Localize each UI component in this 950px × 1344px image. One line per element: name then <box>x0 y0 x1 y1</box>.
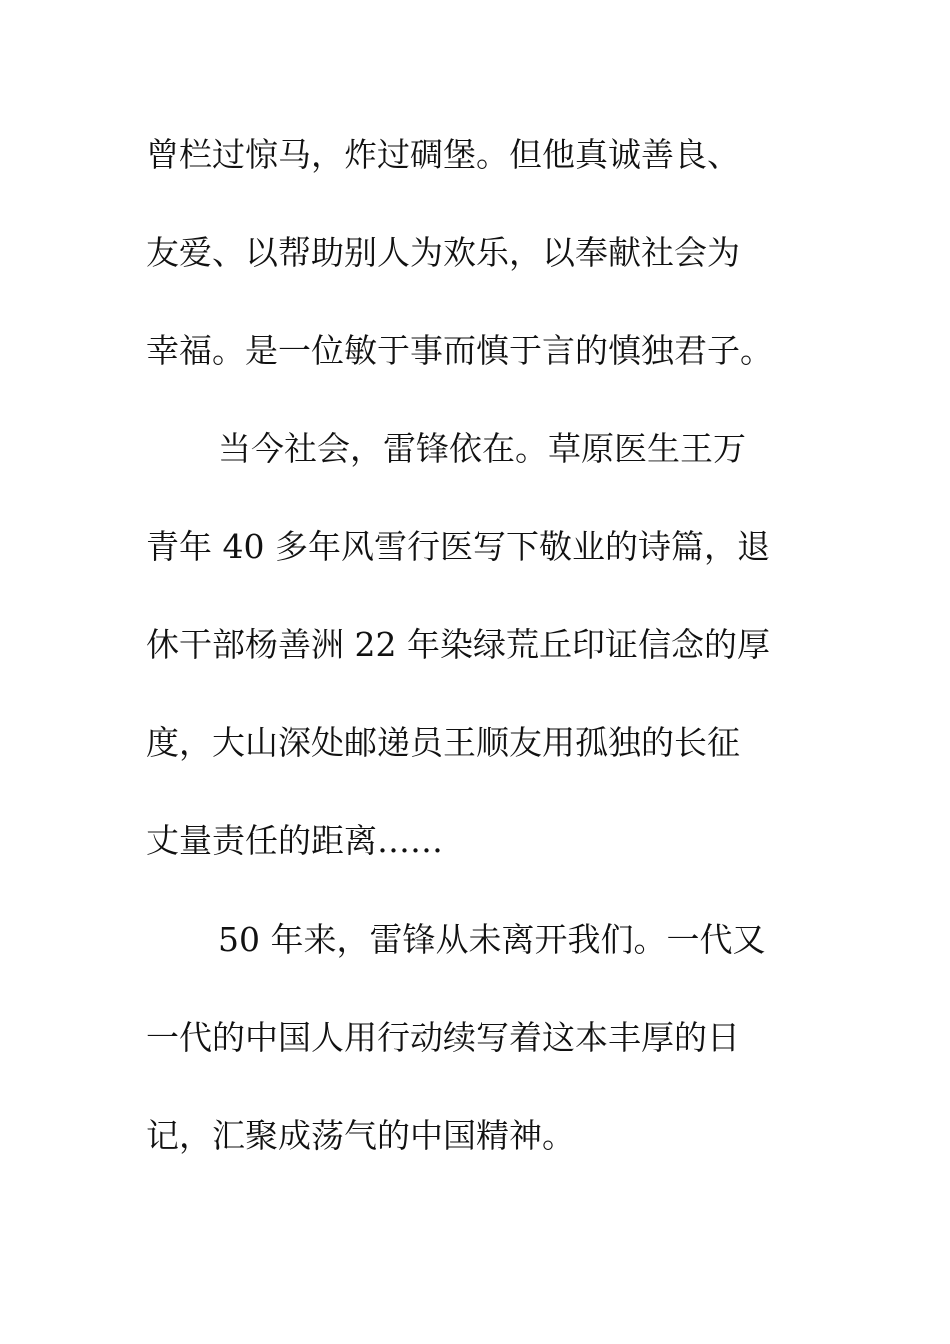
text-line-11: 记，汇聚成荡气的中国精神。 <box>146 1116 575 1155</box>
text-line-9: 50 年来，雷锋从未离开我们。一代又 <box>218 920 766 959</box>
text-line-2: 友爱、以帮助别人为欢乐，以奉献社会为 <box>146 233 740 272</box>
text-line-10: 一代的中国人用行动续写着这本丰厚的日 <box>146 1018 740 1057</box>
text-line-6: 休干部杨善洲 22 年染绿荒丘印证信念的厚 <box>146 625 770 664</box>
text-line-7: 度，大山深处邮递员王顺友用孤独的长征 <box>146 723 740 762</box>
text-line-8: 丈量责任的距离…… <box>146 821 443 860</box>
text-line-5: 青年 40 多年风雪行医写下敬业的诗篇，退 <box>146 527 770 566</box>
text-line-4: 当今社会，雷锋依在。草原医生王万 <box>218 429 746 468</box>
text-line-3: 幸福。是一位敏于事而慎于言的慎独君子。 <box>146 331 773 370</box>
text-line-1: 曾栏过惊马，炸过碉堡。但他真诚善良、 <box>146 135 740 174</box>
